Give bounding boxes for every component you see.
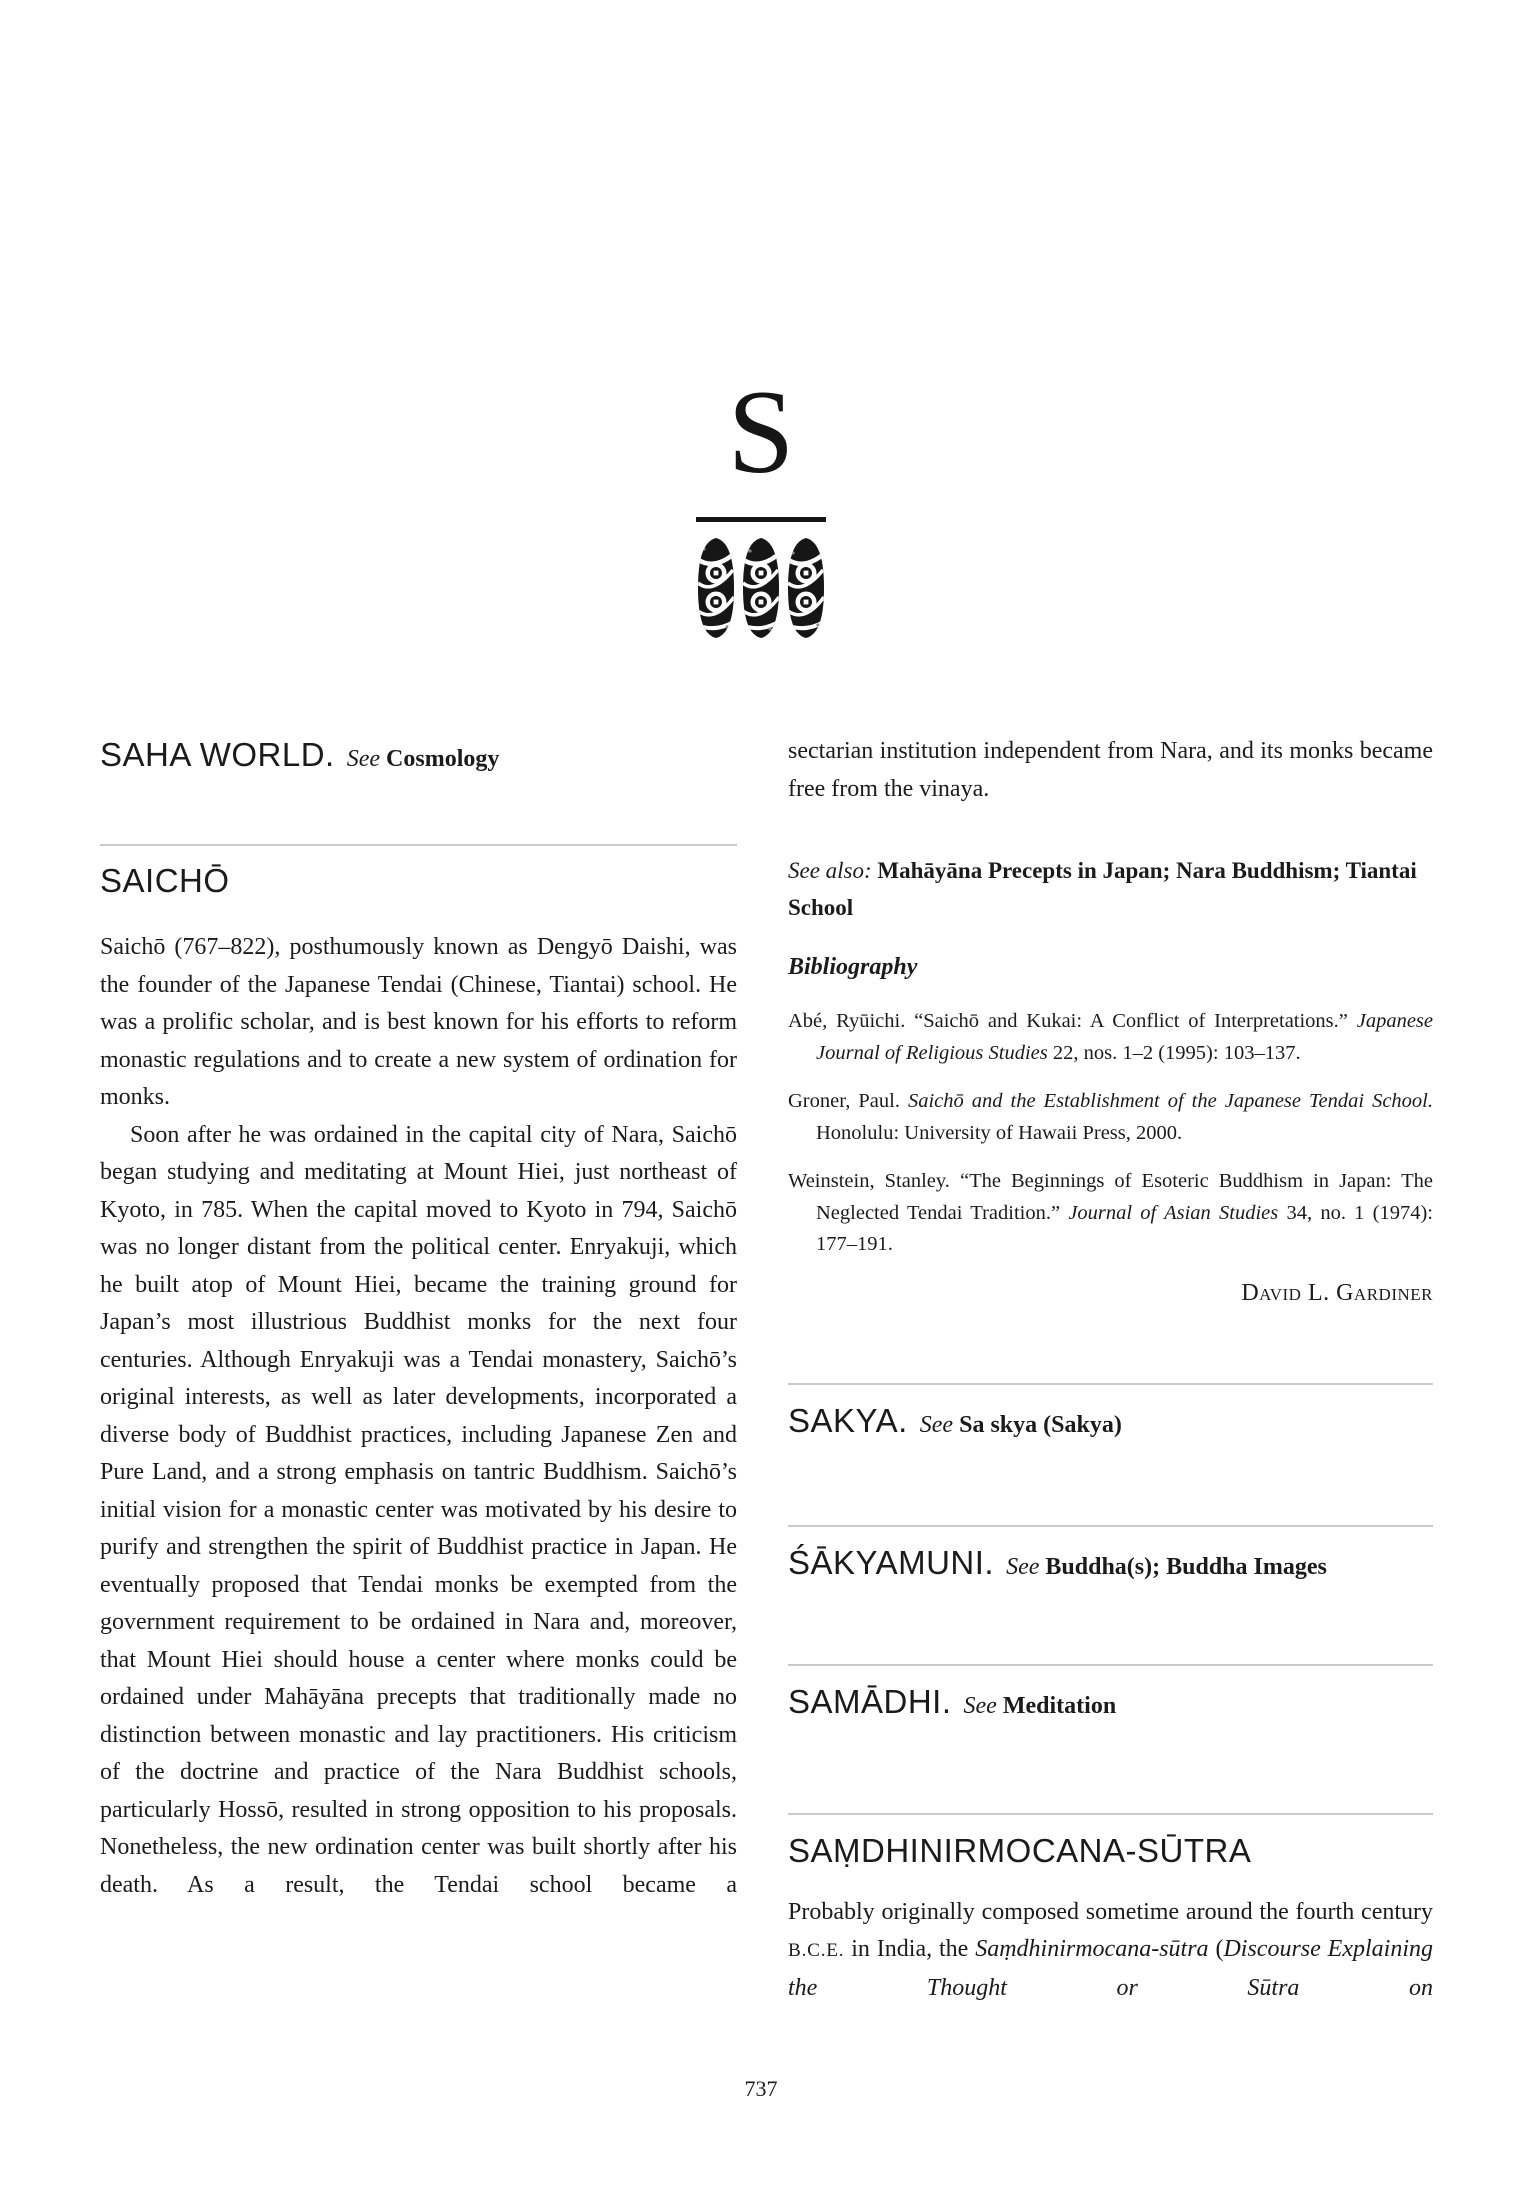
page-number: 737 bbox=[744, 2076, 778, 2101]
see-also-block bbox=[788, 852, 1433, 926]
entry-saicho bbox=[100, 857, 737, 909]
bibliography-entry: Groner, Paul. Saichō and the Establishment of the Japanese Tendai School. Honolulu: University of Hawaii Press, 2000. bbox=[788, 1090, 1434, 1144]
cross-reference: Meditation bbox=[1002, 1692, 1117, 1719]
author-byline: David L. Gardiner bbox=[1241, 1279, 1433, 1306]
left-column bbox=[100, 733, 737, 1904]
divider bbox=[788, 1383, 1433, 1385]
bibliography-heading: Bibliography bbox=[788, 954, 918, 980]
see-also-references: Mahāyāna Precepts in Japan; Nara Buddhism; Tiantai School bbox=[788, 858, 1417, 920]
entry-samadhi bbox=[788, 1680, 1433, 1728]
entry-sakya bbox=[788, 1399, 1433, 1447]
bibliography-entry: Weinstein, Stanley. “The Beginnings of Esoteric Buddhism in Japan: The Neglected Tendai Tradition.” Journal of Asian Studies 34, no. 1 (1974): 177–191. bbox=[788, 1170, 1433, 1255]
entry-term: SAKYA. bbox=[788, 1401, 908, 1439]
section-rule bbox=[696, 517, 826, 522]
entry-term: SAṂDHINIRMOCANA-SŪTRA bbox=[788, 1831, 1252, 1869]
divider bbox=[100, 844, 737, 846]
entry-term: ŚĀKYAMUNI. bbox=[788, 1543, 995, 1581]
see-label: See bbox=[963, 1692, 997, 1719]
saicho-paragraph-continued: sectarian institution independent from Nara, and its monks became free from the vinaya. bbox=[788, 738, 1433, 802]
see-label: See bbox=[346, 746, 381, 772]
see-label: See bbox=[919, 1411, 954, 1438]
entry-saha-world bbox=[100, 733, 737, 781]
entry-term: SAHA WORLD. bbox=[100, 736, 335, 773]
dzi-bead-ornament bbox=[696, 537, 826, 639]
right-column bbox=[788, 733, 1433, 2007]
see-also-label: See also: bbox=[788, 858, 872, 883]
dzi-bead-icon bbox=[741, 537, 781, 639]
divider bbox=[788, 1664, 1433, 1666]
saicho-paragraph-1: Saichō (767–822), posthumously known as Dengyō Daishi, was the founder of the Japanese Tendai (Chinese, Tiantai) school. He was a prolific scholar, and is best known for his efforts to reform monastic regulations and to create a new system of ordination for monks. bbox=[100, 934, 737, 1110]
see-label: See bbox=[1006, 1553, 1040, 1580]
cross-reference: Buddha(s); Buddha Images bbox=[1045, 1553, 1327, 1580]
cross-reference: Sa skya (Sakya) bbox=[959, 1411, 1122, 1438]
entry-term: SAICHŌ bbox=[100, 862, 230, 899]
dzi-bead-icon bbox=[696, 537, 736, 639]
divider bbox=[788, 1813, 1433, 1815]
bibliography-list bbox=[788, 1006, 1433, 1261]
cross-reference: Cosmology bbox=[386, 746, 500, 772]
divider bbox=[788, 1525, 1433, 1527]
samdhinirmocana-paragraph: Probably originally composed sometime around the fourth century B.C.E. in India, the Saṃdhinirmocana-sūtra (Discourse Explaining the Thought or Sūtra on bbox=[788, 1898, 1433, 2001]
bibliography-entry: Abé, Ryūichi. “Saichō and Kukai: A Conflict of Interpretations.” Japanese Journal of Religious Studies 22, nos. 1–2 (1995): 103–137. bbox=[788, 1010, 1433, 1064]
entry-samdhinirmocana-sutra bbox=[788, 1828, 1433, 1878]
entry-sakyamuni bbox=[788, 1541, 1433, 1589]
dzi-bead-icon bbox=[786, 537, 826, 639]
section-letter: S bbox=[727, 365, 795, 498]
saicho-paragraph-2: Soon after he was ordained in the capital city of Nara, Saichō began studying and meditating at Mount Hiei, just northeast of Kyoto, in 785. When the capital moved to Kyoto in 794, Saichō was no longer distant from the political center. Enryakuji, which he built atop of Mount Hiei, became the training ground for Japan’s most illustrious Buddhist monks for the next four centuries. Although Enryakuji was a Tendai monastery, Saichō’s original interests, as well as later developments, incorporated a diverse body of Buddhist practices, including Japanese Zen and Pure Land, and a strong emphasis on tantric Buddhism. Saichō’s initial vision for a monastic center was motivated by his desire to purify and strengthen the spirit of Buddhist practice in Japan. He eventually proposed that Tendai monks be exempted from the government requirement to be ordained in Nara and, moreover, that Mount Hiei should house a center where monks could be ordained under Mahāyāna precepts that traditionally made no distinction between monastic and lay practitioners. His criticism of the doctrine and practice of the Nara Buddhist schools, particularly Hossō, resulted in strong opposition to his proposals. Nonetheless, the new ordination center was built shortly after his death. As a result, the Tendai school became a bbox=[100, 1121, 737, 1898]
entry-term: SAMĀDHI. bbox=[788, 1682, 952, 1720]
